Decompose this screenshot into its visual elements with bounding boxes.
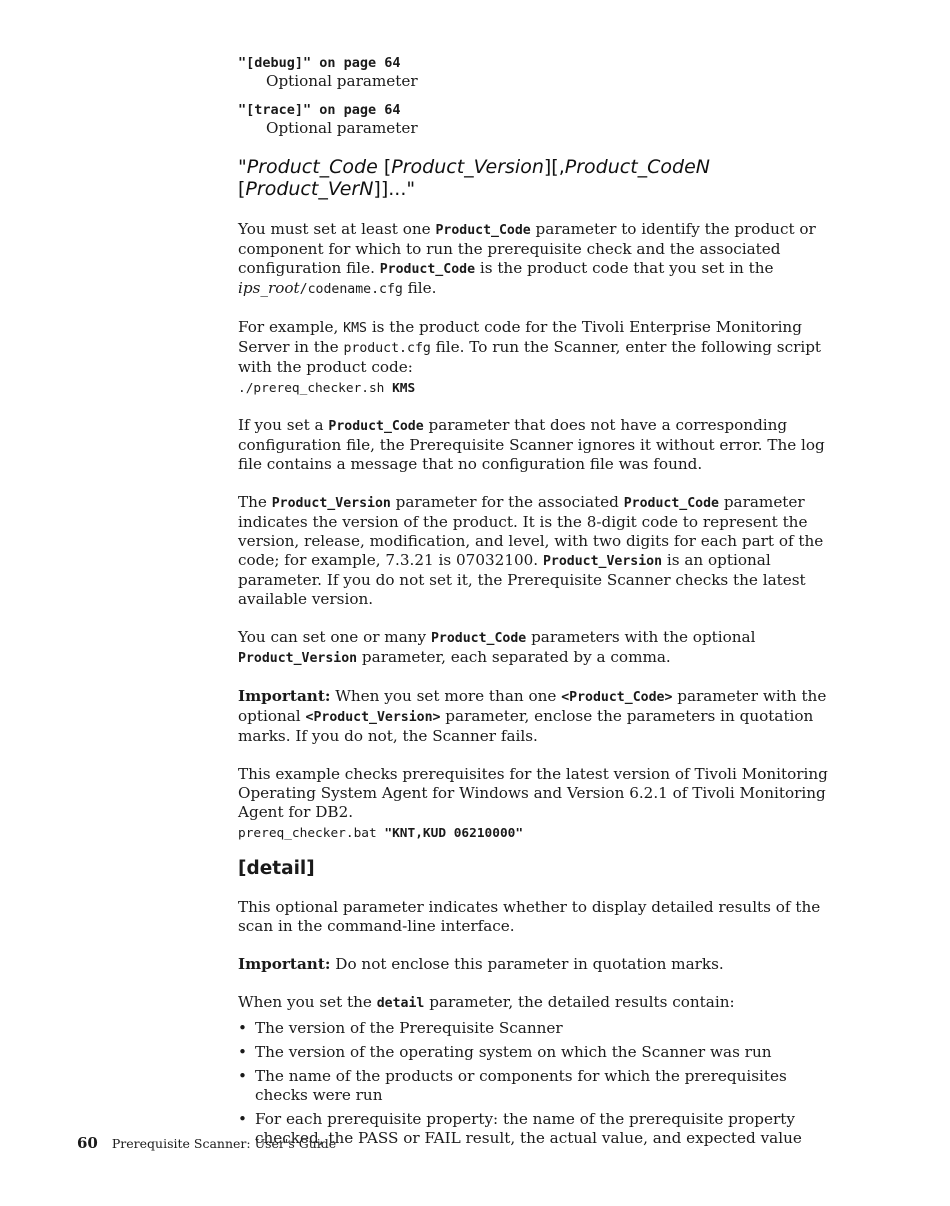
list-item: • For each prerequisite property: the name of the prerequisite property checked, the PASS or FAIL result, the actual value, and expected value xyxy=(238,1110,802,1147)
code-example-kms: ./prereq_checker.sh KMS xyxy=(238,381,416,396)
paragraph-multiple-codes: You can set one or many Product_Code parameters with the optional Product_Version parameter, each separated by a comma. xyxy=(238,628,756,666)
important-note-detail: Important: Do not enclose this parameter in quotation marks. xyxy=(238,955,724,973)
section-heading-detail: [detail] xyxy=(238,858,315,879)
bullet-icon: • xyxy=(238,1067,247,1085)
paragraph-example-kms: For example, KMS is the product code for the Tivoli Enterprise Monitoring Server in the product.cfg file. To run the Scanner, enter the following script with the product code: xyxy=(238,318,822,376)
param-list xyxy=(238,54,838,138)
page-content xyxy=(238,48,838,1153)
paragraph-product-code: You must set at least one Product_Code parameter to identify the product or component for which to run the prerequisite check and the associated configuration file. Product_Code is the product code that you set in the ips_root/codename.cfg file. xyxy=(238,220,816,297)
param-debug-desc: Optional parameter xyxy=(266,72,418,90)
section-heading-product-code: "Product_Code [Product_Version][,Product_CodeN [Product_VerN]]..." xyxy=(238,156,710,200)
param-trace-ref[interactable]: "[trace]" on page 64 xyxy=(238,102,401,118)
paragraph-example-windows: This example checks prerequisites for the latest version of Tivoli Monitoring Operating System Agent for Windows and Version 6.2.1 of Tivoli Monitoring Agent for DB2. xyxy=(238,765,828,821)
paragraph-detail-results: When you set the detail parameter, the detailed results contain: xyxy=(238,993,735,1011)
footer-title: Prerequisite Scanner: User's Guide xyxy=(111,1136,337,1151)
important-note-quotes: Important: When you set more than one <Product_Code> parameter with the optional <Product_Version> parameter, enclose the parameters in quotation marks. If you do not, the Scanner fails. xyxy=(238,687,827,745)
code-example-knt: prereq_checker.bat "KNT,KUD 06210000" xyxy=(238,826,524,841)
list-item: • The name of the products or components for which the prerequisites checks were run xyxy=(238,1067,787,1104)
list-item: • The version of the Prerequisite Scanner xyxy=(238,1019,563,1037)
bullet-icon: • xyxy=(238,1043,247,1061)
paragraph-product-version: The Product_Version parameter for the associated Product_Code parameter indicates the version of the product. It is the 8-digit code to represent the version, release, modification, and level, with two digits for each part of the code; for example, 7.3.21 is 07032100. Product_Version is an optional parameter. If you do not set it, the Prerequisite Scanner checks the latest available version. xyxy=(238,493,824,608)
page-footer xyxy=(77,1134,336,1153)
list-item: • The version of the operating system on which the Scanner was run xyxy=(238,1043,772,1061)
paragraph-missing-config: If you set a Product_Code parameter that does not have a corresponding configuration file, the Prerequisite Scanner ignores it without error. The log file contains a message that no configuration file was found. xyxy=(238,416,825,473)
bullet-icon: • xyxy=(238,1019,247,1037)
detail-results-list xyxy=(238,1019,838,1148)
bullet-icon: • xyxy=(238,1110,247,1128)
paragraph-detail-description: This optional parameter indicates whether to display detailed results of the scan in the command-line interface. xyxy=(238,898,821,935)
param-debug-ref[interactable]: "[debug]" on page 64 xyxy=(238,55,401,71)
page-number: 60 xyxy=(77,1134,98,1152)
param-trace-desc: Optional parameter xyxy=(266,119,418,137)
